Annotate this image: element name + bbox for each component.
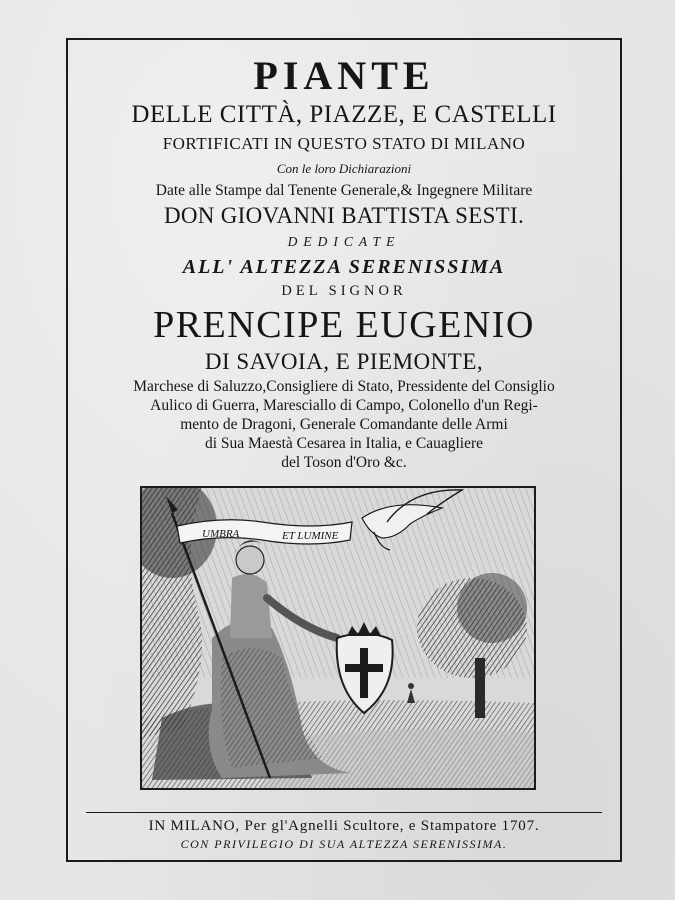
dedicate-label: DEDICATE [287, 234, 401, 249]
prince-name: PRENCIPE EUGENIO [153, 304, 535, 346]
subtitle-declarations: Con le loro Dichiarazioni [276, 161, 412, 176]
imprint-rule [86, 812, 602, 813]
motto-left-text: UMBRA [202, 528, 240, 540]
titles-line-5: del Toson d'Oro &c. [281, 454, 407, 471]
dedication-line: ALL' ALTEZZA SERENISSIMA [182, 256, 506, 278]
titles-line-4: di Sua Maestà Cesarea in Italia, e Cauagliere [204, 435, 484, 452]
subtitle-cities: DELLE CITTÀ, PIAZZE, E CASTELLI [131, 101, 557, 128]
prince-domains: DI SAVOIA, E PIEMONTE, [204, 349, 484, 374]
del-signor-line: DEL SIGNOR [281, 283, 407, 299]
engraving-illustration [140, 486, 536, 790]
imprint-privilege: CON PRIVILEGIO DI SUA ALTEZZA SERENISSIMA. [180, 837, 508, 851]
author-name: DON GIOVANNI BATTISTA SESTI. [163, 203, 525, 228]
motto-right-text: ET LUMINE [282, 530, 339, 542]
titles-line-3: mento de Dragoni, Generale Comandante delle Armi [180, 416, 508, 433]
titles-line-2: Aulico di Guerra, Maresciallo di Campo, Colonello d'un Regi- [150, 397, 538, 414]
titles-line-1: Marchese di Saluzzo,Consigliere di Stato, Pressidente del Consiglio [133, 378, 555, 395]
subtitle-published-by: Date alle Stampe dal Tenente Generale,& Ingegnere Militare [155, 182, 533, 199]
imprint-publisher: IN MILANO, Per gl'Agnelli Scultore, e Stampatore 1707. [148, 818, 540, 834]
main-title: PIANTE [253, 53, 435, 98]
subtitle-fortified: FORTIFICATI IN QUESTO STATO DI MILANO [162, 134, 526, 153]
